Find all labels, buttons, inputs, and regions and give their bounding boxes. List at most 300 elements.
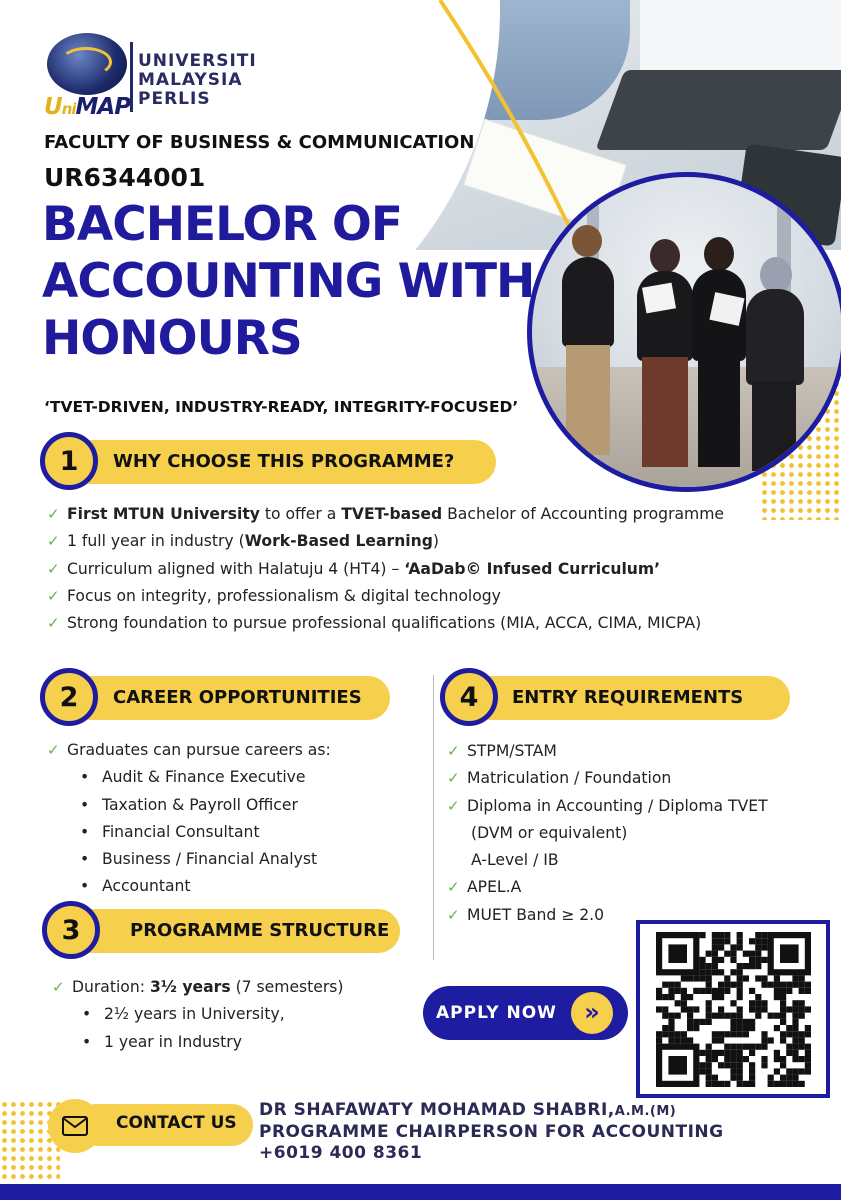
- list-item-continuation: A-Level / IB: [471, 851, 559, 870]
- apply-now-button[interactable]: APPLY NOW: [423, 986, 628, 1040]
- qr-module: [761, 1056, 767, 1062]
- qr-module: [774, 1056, 780, 1062]
- qr-module: [718, 938, 724, 944]
- qr-module: [749, 1062, 755, 1068]
- qr-module: [662, 1013, 668, 1019]
- qr-module: [780, 982, 786, 988]
- qr-module: [743, 1081, 749, 1087]
- qr-module: [774, 988, 780, 994]
- qr-module: [675, 1000, 681, 1006]
- qr-module: [792, 1050, 798, 1056]
- qr-module: [718, 1031, 724, 1037]
- qr-module: [768, 1037, 774, 1043]
- list-item: ✓ APEL.A: [447, 874, 768, 901]
- qr-module: [799, 1081, 805, 1087]
- qr-module: [755, 1006, 761, 1012]
- qr-module: [768, 1075, 774, 1081]
- list-item: ✓ STPM/STAM: [447, 738, 768, 765]
- qr-module: [681, 1006, 687, 1012]
- qr-module: [737, 969, 743, 975]
- check-icon: ✓: [447, 769, 460, 788]
- qr-module: [786, 1025, 792, 1031]
- qr-finder: [668, 944, 687, 963]
- qr-module: [774, 975, 780, 981]
- qr-module: [749, 988, 755, 994]
- student-body: [746, 289, 804, 385]
- qr-module: [706, 963, 712, 969]
- qr-module: [724, 982, 730, 988]
- programme-code: UR6344001: [44, 163, 206, 192]
- qr-module: [675, 1031, 681, 1037]
- qr-module: [749, 963, 755, 969]
- qr-module: [730, 969, 736, 975]
- list-item: ✓ Duration: 3½ years (7 semesters): [52, 974, 344, 1001]
- qr-module: [693, 1019, 699, 1025]
- qr-module: [730, 944, 736, 950]
- qr-module: [712, 988, 718, 994]
- qr-module: [724, 975, 730, 981]
- qr-module: [780, 1013, 786, 1019]
- qr-module: [743, 1019, 749, 1025]
- qr-module: [675, 982, 681, 988]
- qr-module: [774, 1081, 780, 1087]
- qr-module: [737, 1068, 743, 1074]
- contact-details: [259, 1100, 724, 1164]
- section-title-entry: ENTRY REQUIREMENTS: [512, 687, 744, 708]
- qr-module: [780, 1000, 786, 1006]
- qr-module: [774, 994, 780, 1000]
- check-icon: ✓: [47, 559, 60, 578]
- logo-divider: [130, 42, 133, 112]
- career-item: • Audit & Finance Executive: [80, 764, 331, 791]
- qr-module: [718, 1062, 724, 1068]
- qr-module: [693, 1025, 699, 1031]
- why-choose-list: [47, 501, 724, 637]
- qr-module: [737, 1044, 743, 1050]
- qr-module: [699, 1062, 705, 1068]
- student-head: [650, 239, 680, 273]
- programme-tagline: ‘TVET-DRIVEN, INDUSTRY-READY, INTEGRITY-FOCUSED’: [44, 398, 519, 416]
- qr-module: [743, 1031, 749, 1037]
- qr-module: [718, 1050, 724, 1056]
- qr-module: [699, 963, 705, 969]
- student-head: [572, 225, 602, 257]
- section-title-structure: PROGRAMME STRUCTURE: [130, 920, 390, 941]
- qr-code-frame[interactable]: [636, 920, 830, 1098]
- structure-list: [52, 974, 344, 1056]
- qr-module: [662, 1025, 668, 1031]
- list-item: ✓ 1 full year in industry (Work-Based Learning): [47, 528, 724, 555]
- career-item: • Taxation & Payroll Officer: [80, 792, 331, 819]
- qr-module: [749, 1000, 755, 1006]
- qr-module: [786, 1006, 792, 1012]
- qr-module: [755, 951, 761, 957]
- qr-module: [737, 1075, 743, 1081]
- qr-module: [737, 1062, 743, 1068]
- qr-module: [780, 1031, 786, 1037]
- student-legs: [566, 345, 610, 455]
- qr-module: [706, 1006, 712, 1012]
- qr-module: [780, 1075, 786, 1081]
- qr-module: [724, 1081, 730, 1087]
- qr-module: [749, 1044, 755, 1050]
- list-item: ✓ Graduates can pursue careers as:: [47, 737, 331, 764]
- qr-module: [780, 1056, 786, 1062]
- unimap-wordmark: UniMAP: [44, 94, 131, 120]
- qr-module: [761, 1031, 767, 1037]
- section-title-why-choose: WHY CHOOSE THIS PROGRAMME?: [113, 451, 455, 472]
- check-icon: ✓: [47, 614, 60, 633]
- contact-honorific: A.M.(M): [614, 1104, 677, 1119]
- qr-module: [774, 1050, 780, 1056]
- qr-module: [780, 1062, 786, 1068]
- qr-module: [706, 969, 712, 975]
- qr-module: [792, 1013, 798, 1019]
- qr-module: [712, 938, 718, 944]
- list-item: ✓ Curriculum aligned with Halatuju 4 (HT4) – ‘AaDab© Infused Curriculum’: [47, 556, 724, 583]
- qr-module: [780, 988, 786, 994]
- qr-module: [718, 969, 724, 975]
- qr-module: [792, 1068, 798, 1074]
- qr-module: [687, 1037, 693, 1043]
- qr-module: [706, 1050, 712, 1056]
- list-item: ✓ Focus on integrity, professionalism & digital technology: [47, 583, 724, 610]
- chevron-right-icon[interactable]: »: [571, 992, 613, 1034]
- qr-module: [780, 1019, 786, 1025]
- qr-finder: [668, 1056, 687, 1075]
- check-icon: ✓: [447, 796, 460, 815]
- qr-module: [737, 982, 743, 988]
- qr-module: [786, 1068, 792, 1074]
- section-title-career: CAREER OPPORTUNITIES: [113, 687, 362, 708]
- section-number-2: 2: [40, 668, 98, 726]
- qr-module: [656, 994, 662, 1000]
- qr-module: [749, 1006, 755, 1012]
- qr-module: [737, 994, 743, 1000]
- career-list: [47, 737, 331, 901]
- qr-module: [681, 1037, 687, 1043]
- qr-module: [693, 975, 699, 981]
- qr-module: [668, 1025, 674, 1031]
- qr-module: [712, 1037, 718, 1043]
- university-logo-swoosh: [60, 47, 112, 77]
- qr-module: [706, 975, 712, 981]
- qr-module: [755, 932, 761, 938]
- qr-module: [737, 975, 743, 981]
- qr-module: [749, 957, 755, 963]
- qr-module: [792, 1044, 798, 1050]
- qr-module: [799, 1037, 805, 1043]
- qr-module: [743, 1056, 749, 1062]
- qr-module: [699, 1019, 705, 1025]
- qr-module: [799, 975, 805, 981]
- qr-module: [730, 982, 736, 988]
- check-icon: ✓: [447, 905, 460, 924]
- university-name: UNIVERSITI MALAYSIA PERLIS: [138, 51, 257, 109]
- qr-module: [668, 1031, 674, 1037]
- qr-module: [780, 994, 786, 1000]
- qr-module: [805, 988, 811, 994]
- qr-module: [706, 982, 712, 988]
- qr-module: [668, 994, 674, 1000]
- qr-module: [743, 1044, 749, 1050]
- check-icon: ✓: [47, 741, 60, 759]
- qr-module: [699, 988, 705, 994]
- qr-module: [743, 975, 749, 981]
- contact-phone[interactable]: +6019 400 8361: [259, 1143, 423, 1163]
- qr-module: [730, 1050, 736, 1056]
- qr-module: [761, 1006, 767, 1012]
- qr-module: [768, 1013, 774, 1019]
- contact-name: DR SHAFAWATY MOHAMAD SHABRI,: [259, 1100, 615, 1120]
- qr-module: [706, 1000, 712, 1006]
- qr-module: [737, 1013, 743, 1019]
- qr-module: [755, 1044, 761, 1050]
- qr-module: [718, 982, 724, 988]
- qr-module: [706, 1019, 712, 1025]
- qr-code[interactable]: [640, 924, 826, 1094]
- qr-module: [792, 975, 798, 981]
- qr-module: [656, 1031, 662, 1037]
- qr-module: [656, 988, 662, 994]
- qr-module: [681, 988, 687, 994]
- list-item-continuation: (DVM or equivalent): [471, 823, 628, 842]
- check-icon: ✓: [52, 978, 65, 996]
- qr-module: [730, 1019, 736, 1025]
- qr-module: [718, 994, 724, 1000]
- qr-module: [712, 1050, 718, 1056]
- qr-module: [699, 969, 705, 975]
- students-photo: [527, 172, 841, 492]
- qr-module: [706, 988, 712, 994]
- check-icon: ✓: [47, 586, 60, 605]
- qr-module: [730, 1062, 736, 1068]
- qr-module: [737, 938, 743, 944]
- qr-module: [712, 963, 718, 969]
- qr-module: [681, 1031, 687, 1037]
- list-item: ✓ Matriculation / Foundation: [447, 765, 768, 792]
- qr-module: [749, 1050, 755, 1056]
- qr-module: [799, 1006, 805, 1012]
- qr-module: [761, 975, 767, 981]
- qr-module: [724, 951, 730, 957]
- qr-module: [699, 1050, 705, 1056]
- qr-module: [712, 1075, 718, 1081]
- qr-finder: [780, 944, 799, 963]
- entry-list: [447, 738, 768, 929]
- qr-module: [755, 938, 761, 944]
- qr-module: [662, 1006, 668, 1012]
- qr-module: [712, 994, 718, 1000]
- qr-module: [693, 1006, 699, 1012]
- qr-module: [712, 957, 718, 963]
- qr-module: [668, 988, 674, 994]
- qr-module: [687, 1013, 693, 1019]
- qr-module: [662, 994, 668, 1000]
- student-legs: [698, 357, 740, 467]
- contact-icon-circle: [48, 1099, 102, 1153]
- bottom-bar: [0, 1184, 841, 1200]
- qr-module: [730, 1025, 736, 1031]
- qr-module: [712, 969, 718, 975]
- qr-module: [799, 1013, 805, 1019]
- qr-module: [675, 1013, 681, 1019]
- qr-module: [662, 1031, 668, 1037]
- qr-module: [718, 1037, 724, 1043]
- structure-item: • 1 year in Industry: [82, 1029, 344, 1056]
- qr-module: [718, 957, 724, 963]
- qr-module: [737, 1025, 743, 1031]
- qr-module: [681, 994, 687, 1000]
- qr-module: [706, 1068, 712, 1074]
- qr-module: [761, 982, 767, 988]
- qr-module: [805, 982, 811, 988]
- qr-module: [724, 1013, 730, 1019]
- qr-module: [786, 982, 792, 988]
- qr-module: [737, 1031, 743, 1037]
- qr-module: [755, 994, 761, 1000]
- qr-module: [780, 1081, 786, 1087]
- section-number-4: 4: [440, 668, 498, 726]
- qr-module: [737, 988, 743, 994]
- qr-module: [792, 1075, 798, 1081]
- qr-module: [805, 1006, 811, 1012]
- qr-module: [687, 994, 693, 1000]
- list-item: ✓ Diploma in Accounting / Diploma TVET: [447, 793, 768, 820]
- qr-module: [805, 1068, 811, 1074]
- qr-module: [737, 1050, 743, 1056]
- qr-module: [706, 951, 712, 957]
- qr-module: [681, 975, 687, 981]
- qr-module: [668, 1037, 674, 1043]
- qr-module: [805, 1031, 811, 1037]
- qr-module: [730, 1013, 736, 1019]
- structure-item: • 2½ years in University,: [82, 1001, 344, 1028]
- qr-module: [786, 988, 792, 994]
- qr-module: [786, 1050, 792, 1056]
- qr-module: [730, 1056, 736, 1062]
- qr-module: [761, 1044, 767, 1050]
- qr-module: [749, 1075, 755, 1081]
- qr-module: [718, 988, 724, 994]
- qr-module: [755, 963, 761, 969]
- section-number-1: 1: [40, 432, 98, 490]
- qr-module: [761, 944, 767, 950]
- mail-icon: [62, 1116, 88, 1136]
- qr-module: [712, 932, 718, 938]
- qr-module: [774, 1025, 780, 1031]
- qr-module: [712, 1013, 718, 1019]
- qr-module: [761, 957, 767, 963]
- qr-module: [712, 1031, 718, 1037]
- qr-module: [675, 1037, 681, 1043]
- qr-module: [718, 944, 724, 950]
- qr-module: [792, 1037, 798, 1043]
- qr-module: [718, 932, 724, 938]
- qr-module: [743, 1025, 749, 1031]
- qr-module: [786, 1075, 792, 1081]
- qr-module: [780, 1006, 786, 1012]
- qr-module: [755, 957, 761, 963]
- qr-module: [737, 1081, 743, 1087]
- qr-module: [712, 951, 718, 957]
- qr-module: [737, 1019, 743, 1025]
- qr-module: [749, 1025, 755, 1031]
- qr-module: [786, 1031, 792, 1037]
- qr-module: [768, 982, 774, 988]
- qr-module: [761, 932, 767, 938]
- qr-module: [805, 1062, 811, 1068]
- check-icon: ✓: [47, 532, 60, 551]
- qr-module: [693, 988, 699, 994]
- qr-module: [786, 1044, 792, 1050]
- qr-module: [730, 1044, 736, 1050]
- qr-module: [712, 944, 718, 950]
- qr-module: [656, 1037, 662, 1043]
- qr-module: [706, 1081, 712, 1087]
- contact-role: PROGRAMME CHAIRPERSON FOR ACCOUNTING: [259, 1122, 724, 1142]
- qr-module: [743, 963, 749, 969]
- qr-module: [662, 982, 668, 988]
- qr-module: [656, 1006, 662, 1012]
- career-item: • Accountant: [80, 873, 331, 900]
- student-head: [704, 237, 734, 271]
- qr-module: [724, 1056, 730, 1062]
- qr-module: [724, 988, 730, 994]
- qr-module: [718, 1006, 724, 1012]
- qr-module: [668, 1019, 674, 1025]
- qr-module: [730, 1000, 736, 1006]
- qr-module: [799, 1031, 805, 1037]
- qr-module: [792, 982, 798, 988]
- qr-module: [699, 957, 705, 963]
- qr-module: [718, 1013, 724, 1019]
- programme-title: BACHELOR OF ACCOUNTING WITH HONOURS: [42, 197, 535, 366]
- qr-module: [761, 1000, 767, 1006]
- background-keyboard: [595, 70, 841, 150]
- qr-module: [792, 1025, 798, 1031]
- qr-module: [761, 1062, 767, 1068]
- qr-module: [737, 963, 743, 969]
- qr-module: [780, 1037, 786, 1043]
- qr-module: [699, 975, 705, 981]
- qr-module: [706, 1062, 712, 1068]
- list-item: ✓ Strong foundation to pursue professional qualifications (MIA, ACCA, CIMA, MICPA): [47, 610, 724, 637]
- qr-module: [706, 1075, 712, 1081]
- qr-module: [699, 1068, 705, 1074]
- student-body: [562, 257, 614, 347]
- qr-module: [761, 1037, 767, 1043]
- qr-module: [730, 1075, 736, 1081]
- check-icon: ✓: [47, 505, 60, 523]
- qr-module: [792, 1081, 798, 1087]
- qr-module: [774, 1013, 780, 1019]
- qr-module: [712, 1081, 718, 1087]
- qr-module: [743, 951, 749, 957]
- qr-module: [706, 1056, 712, 1062]
- qr-module: [749, 938, 755, 944]
- qr-module: [730, 1031, 736, 1037]
- qr-module: [805, 1025, 811, 1031]
- qr-module: [792, 1056, 798, 1062]
- qr-module: [755, 975, 761, 981]
- qr-module: [799, 1044, 805, 1050]
- qr-module: [792, 1006, 798, 1012]
- qr-module: [792, 1031, 798, 1037]
- student-papers: [709, 292, 744, 326]
- check-icon: ✓: [447, 878, 460, 897]
- qr-module: [687, 1006, 693, 1012]
